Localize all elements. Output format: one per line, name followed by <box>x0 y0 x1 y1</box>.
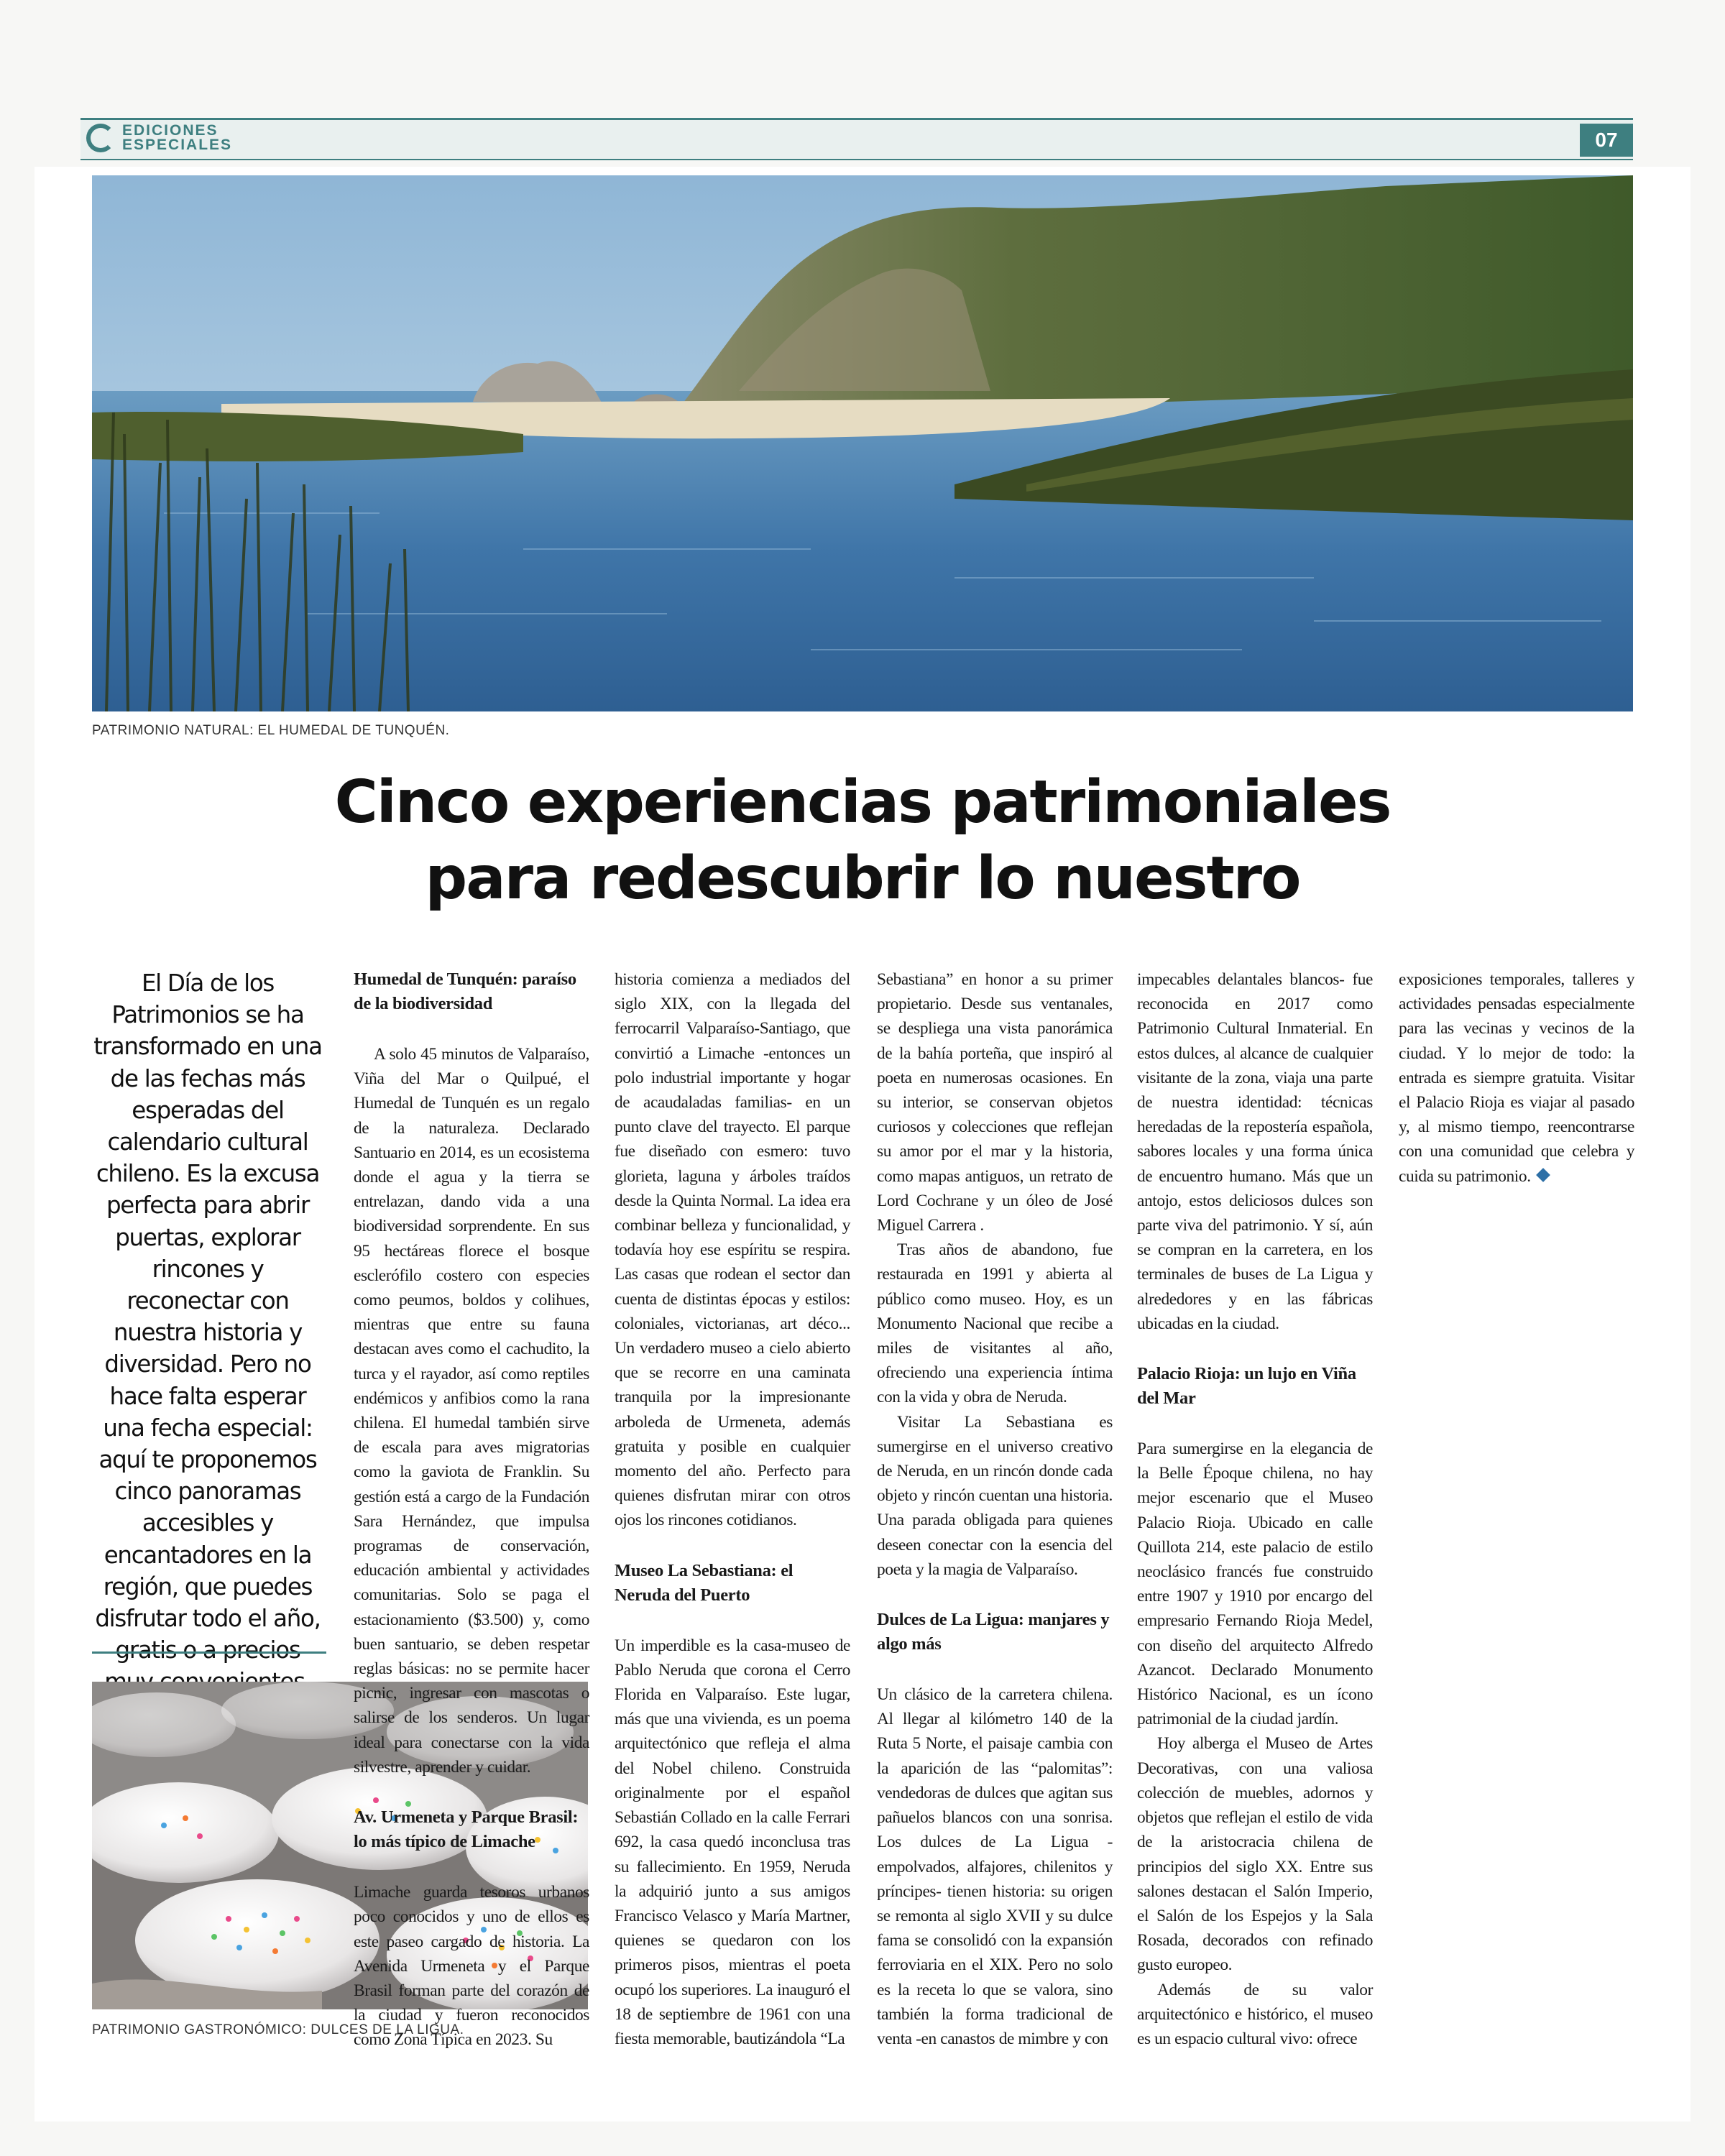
hero-caption: PATRIMONIO NATURAL: EL HUMEDAL DE TUNQUÉN. <box>92 723 450 738</box>
section-title-ligua: Dulces de La Ligua: manjares y algo más <box>877 1610 1110 1654</box>
section-title-sebastiana: Museo La Sebastiana: el Neruda del Puerto <box>615 1560 794 1605</box>
section-title-tunquen: Humedal de Tunquén: paraíso de la biodiversidad <box>354 969 576 1013</box>
sebastiana-paragraph-1: Un imperdible es la casa-museo de Pablo Neruda que corona el Cerro Florida en Valparaíso. Este lugar, más que una vivienda, es un poema arquitectónico que refleja el alma del Nobel chileno. Construida originalmente por el español Sebastián Collado en la calle Ferrari 692, la casa quedó inconclusa tras su fallecimiento. En 1959, Neruda la adquirió junto a sus amigos Francisco Velasco y María Martner, quienes se quedaron con los primeros pisos, mientras el poeta ocupó los superiores. La inauguró el 18 de septiembre de 1961 con una fiesta memorable, bautizándola “La <box>615 1636 850 2048</box>
section-title-urmeneta: Av. Urmeneta y Parque Brasil: lo más típico de Limache <box>354 1807 579 1852</box>
end-mark-icon <box>1536 1168 1550 1182</box>
ligua-paragraph: Un clásico de la carretera chilena. Al llegar al kilómetro 140 de la Ruta 5 Norte, el paisaje cambia con la aparición de las “palomitas”: vendedoras de dulces que agitan sus pañuelos blancos con una sonrisa. Los dulces de La Ligua -empolvados, alfajores, chilenitos y príncipes- tienen historia: su origen se remonta al siglo XVII y su dulce fama se consolidó con la expansión ferroviaria en el XIX. Pero no solo es la receta lo que se valora, sino también la forma tradicional de venta -en canastos de mimbre y con <box>877 1685 1113 2048</box>
rioja-paragraph-1: Para sumergirse en la elegancia de la Belle Époque chilena, no hay mejor escenario que el Museo Palacio Rioja. Ubicado en calle Quillota 214, este palacio de estilo neoclásico francés fue construido entre 1907 y 1910 por encargo del empresario Fernando Rioja Medel, con diseño del arquitecto Alfredo Azancot. Declarado Monumento Histórico Nacional, es un ícono patrimonial de la ciudad jardín. <box>1137 1439 1373 1729</box>
rioja-paragraph-3: Además de su valor arquitectónico e histórico, el museo es un espacio cultural vivo: ofrece <box>1137 1980 1373 2048</box>
article-column-2 <box>615 967 850 2051</box>
sweets-caption: PATRIMONIO GASTRONÓMICO: DULCES DE LA LIGUA. <box>92 2022 464 2037</box>
urmeneta-paragraph-cont: historia comienza a mediados del siglo XIX, con la llegada del ferrocarril Valparaíso-Santiago, que convirtió a Limache -entonces un polo industrial importante y hogar de acaudaladas familias- en un punto clave del trayecto. El parque fue diseñado con esmero: tuvo glorieta, laguna y árboles traídos desde la Quinta Normal. La idea era combinar belleza y funcionalidad, y todavía hoy ese espíritu se respira. Las casas que rodean el sector dan cuenta de distintas épocas y estilos: coloniales, victorianas, art déco... Un verdadero museo a cielo abierto que se recorre en una caminata tranquila por la impresionante arboleda de Urmeneta, además gratuita y posible en cualquier momento del año. Perfecto para quienes disfrutan mirar con otros ojos los rincones cotidianos. <box>615 970 850 1530</box>
wetland-illustration <box>92 175 1633 711</box>
headline-line-1: Cinco experiencias patrimoniales <box>334 768 1391 837</box>
article-column-1 <box>354 967 589 2050</box>
ediciones-especiales-logo <box>86 121 232 155</box>
urmeneta-paragraph: Limache guarda tesoros urbanos poco conocidos y uno de ellos es este paseo cargado de historia. La Avenida Urmeneta y el Parque Brasil forman parte del corazón de la ciudad y fueron reconocidos como Zona Típica en 2023. Su <box>354 1883 589 2050</box>
rioja-paragraph-2: Hoy alberga el Museo de Artes Decorativas, con una valiosa colección de muebles, adornos y objetos que reflejan el estilo de vida de la aristocracia chilena de principios del siglo XX. Entre sus salones destacan el Salón Imperio, el Salón de los Espejos y la Sala Rosada, decorados con refinado gusto europeo. <box>1137 1734 1373 1975</box>
lead-paragraph: El Día de los Patrimonios se ha transformado en una de las fechas más esperadas del calendario cultural chileno. Es la excusa perfecta para abrir puertas, explorar rincones y reconectar con nuestra historia y diversidad. Pero no hace falta esperar una fecha especial: aquí te proponemos cinco panoramas accesibles y encantadores en la región, que puedes disfrutar todo el año, gratis o a precios <box>93 969 322 1664</box>
sebastiana-paragraph-2: Tras años de abandono, fue restaurada en 1991 y abierta al público como museo. Hoy, es un Monumento Nacional que recibe a miles de visitantes al año, ofreciendo una experiencia íntima con la vida y obra de Neruda. <box>877 1240 1113 1407</box>
article-column-3 <box>877 967 1113 2051</box>
logo-e-icon <box>86 124 115 152</box>
rioja-paragraph-3-cont: exposiciones temporales, talleres y actividades pensadas especialmente para las vecinas y vecinos de la ciudad. Y lo mejor de todo: la entrada es siempre gratuita. Visitar el Palacio Rioja es viajar al pasado y, al mismo tiempo, reencontrarse con una comunidad que celebra y cuida su patrimonio. <box>1399 970 1634 1186</box>
headline <box>92 765 1633 917</box>
ligua-paragraph-cont: impecables delantales blancos- fue reconocida en 2017 como Patrimonio Cultural Inmaterial. En estos dulces, al alcance de cualquier visitante de la zona, viaja una parte de nuestra identidad: técnicas heredadas de la repostería española, sabores locales y una forma única de encuentro humano. Más que un antojo, estos deliciosos dulces son parte viva del patrimonio. Y sí, aún se compran en la carretera, en los terminales de buses de La Ligua y alrededores y en las fábricas ubicadas en la ciudad. <box>1137 970 1373 1333</box>
headline-line-2: para redescubrir lo nuestro <box>425 844 1300 913</box>
page-number: 07 <box>1580 124 1633 157</box>
sebastiana-paragraph-3: Visitar La Sebastiana es sumergirse en el universo creativo de Neruda, en un rincón donde cada objeto y rincón cuentan una historia. Una parada obligada para quienes deseen conectar con la esencia del poeta y la magia de Valparaíso. <box>877 1412 1113 1579</box>
header-bar <box>80 118 1633 160</box>
lead-divider <box>92 1651 326 1654</box>
tunquen-paragraph: A solo 45 minutos de Valparaíso, Viña del Mar o Quilpué, el Humedal de Tunquén es un regalo de la naturaleza. Declarado Santuario en 2014, es un ecosistema donde el agua y la tierra se entrelazan, dando vida a una biodiversidad sorprendente. En sus 95 hectáreas florece el bosque esclerófilo costero con especies como peumos, boldos y colihues, mientras que entre su fauna destacan aves como el cachudito, la turca y el rayador, así como reptiles endémicos y anfibios como la rana chilena. El humedal también sirve de escala para aves migratorias como la gaviota de Franklin. Su gestión está a cargo de la Fundación Sara Hernández, que impulsa programas de conservación, educación ambiental y actividades comunitarias. Solo se paga el estacionamiento ($3.500) y, como buen santuario, se deben respetar reglas básicas: no se permite hacer picnic, ingresar con mascotas o salirse de los senderos. Un lugar ideal para conectarse con la vida silvestre, aprender y cuidar. <box>354 1045 589 1777</box>
article-column-5 <box>1399 967 1634 1189</box>
sebastiana-paragraph-1-cont: Sebastiana” en honor a su primer propietario. Desde sus ventanales, se despliega una vista panorámica de la bahía porteña, que inspiró al poeta en numerosas ocasiones. En su interior, se conservan objetos curiosos y colecciones que reflejan su amor por el mar y la historia, como mapas antiguos, un retrato de Lord Cochrane y un óleo de José Miguel Carrera . <box>877 970 1113 1235</box>
article-column-4 <box>1137 967 1373 2051</box>
hero-photo-humedal-tunquen <box>92 175 1633 711</box>
section-title-rioja: Palacio Rioja: un lujo en Viña del Mar <box>1137 1364 1356 1409</box>
logo-text <box>122 124 232 152</box>
logo-line-2: ESPECIALES <box>122 137 233 153</box>
logo-line-1: EDICIONES <box>122 122 218 139</box>
